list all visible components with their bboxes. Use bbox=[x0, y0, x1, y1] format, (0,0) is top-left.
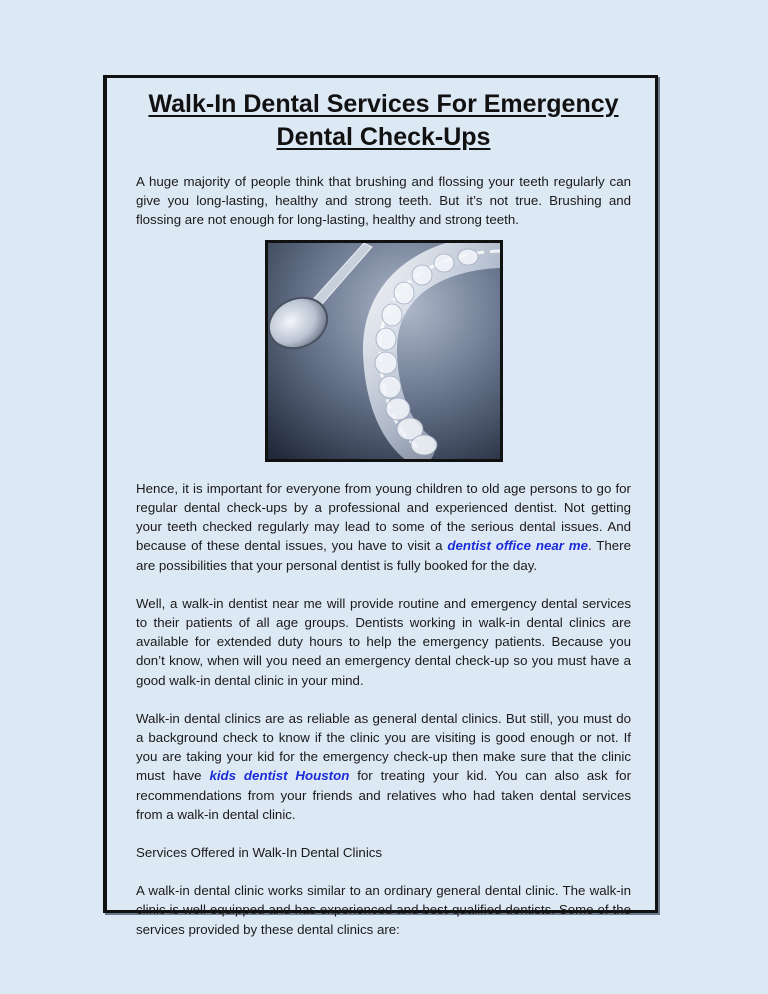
paragraph-reliability-text-end: for treating your kid. You can also ask for recommendations from your friends and relatives who had taken dental services from a walk-in dental clinic. bbox=[136, 768, 631, 822]
paragraph-checkups-text-end: . There are possibilities that your personal dentist is fully booked for the day. bbox=[136, 538, 631, 573]
paragraph-reliability bbox=[136, 709, 631, 824]
figure-container bbox=[136, 240, 631, 467]
document-content bbox=[136, 80, 631, 939]
document-title bbox=[136, 88, 631, 154]
dental-aligner-photo bbox=[265, 240, 503, 462]
dentist-office-near-me-link[interactable]: dentist office near me bbox=[447, 538, 588, 554]
title-line-1: Walk-In Dental Services For Emergency bbox=[148, 90, 619, 118]
paragraph-reliability-text: Walk-in dental clinics are as reliable as general dental clinics. But still, you must do a background check to know if the clinic you are visiting is good enough or not. If you are taking your kid for the emergency check-up then make sure that the clinic must have bbox=[136, 710, 631, 784]
paragraph-services: A walk-in dental clinic works similar to an ordinary general dental clinic. The walk-in clinic is well equipped and has experienced and best-qualified dentists. Some of the services provided by these dental clinics are: bbox=[136, 883, 631, 937]
title-line-2: Dental Check-Ups bbox=[276, 123, 491, 151]
kids-dentist-houston-link[interactable]: kids dentist Houston bbox=[209, 768, 350, 784]
section-heading-services: Services Offered in Walk-In Dental Clinics bbox=[136, 845, 383, 861]
paragraph-walk-in-dentist: Well, a walk-in dentist near me will provide routine and emergency dental services to their patients of all age groups. Dentists working in walk-in dental clinics are available for extended duty hours to help the emergency patients. Because you don’t know, when will you need an emergency dental check-up so you must have a good walk-in dental clinic in your mind. bbox=[136, 595, 631, 688]
paragraph-checkups-text: Hence, it is important for everyone from young children to old age persons to go for regular dental check-ups by a professional and experienced dentist. Not getting your teeth checked regularly may lead to some of the serious dental issues. And because of these dental issues, you have to visit a bbox=[136, 480, 631, 554]
aligner-mirror-image bbox=[268, 243, 500, 459]
paragraph-checkups bbox=[136, 479, 631, 575]
paragraph-intro: A huge majority of people think that brushing and flossing your teeth regularly can give you long-lasting, healthy and strong teeth. But it’s not true. Brushing and flossing are not enough for long-lasting, healthy and strong teeth. bbox=[136, 174, 631, 228]
